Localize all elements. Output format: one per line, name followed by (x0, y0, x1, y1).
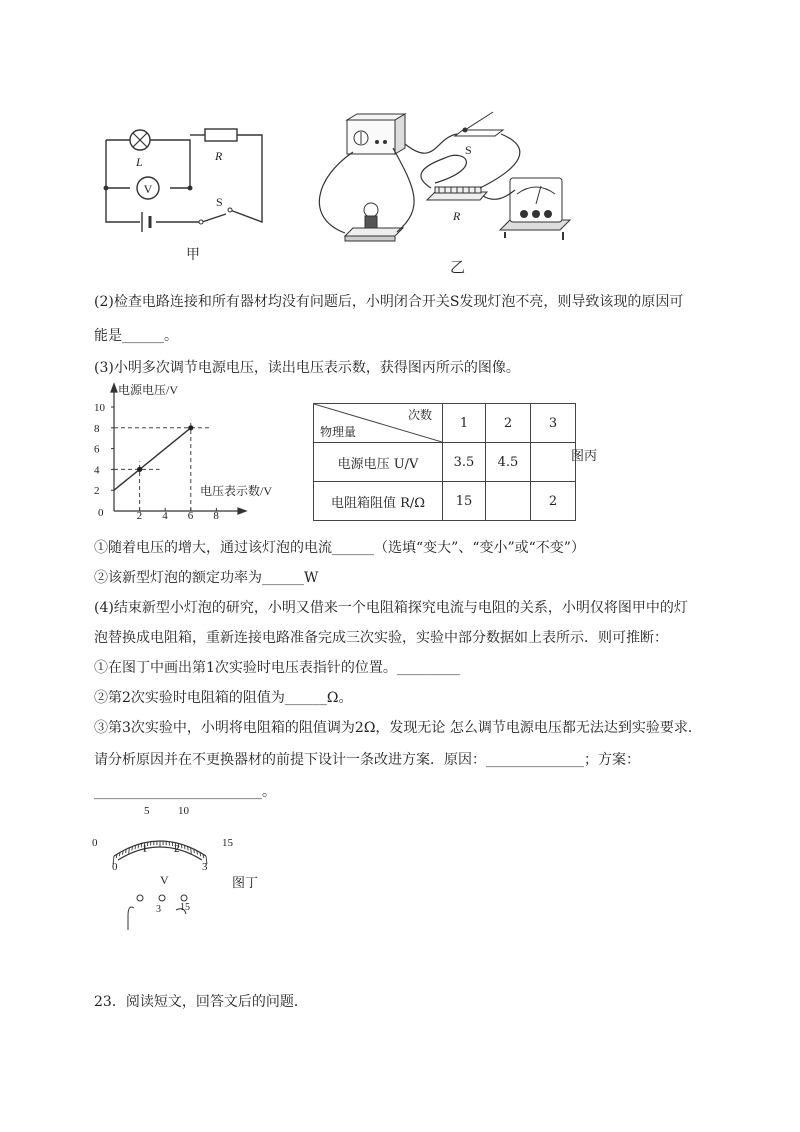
bottom-scale-2: 2 (174, 843, 180, 855)
bottom-scale-1: 1 (142, 843, 148, 855)
table-cell (486, 482, 531, 521)
question-4-2: ②第2次实验时电阻箱的阻值为______Ω。 (94, 690, 353, 706)
data-table (313, 403, 576, 521)
figure-yi-caption: 乙 (450, 260, 466, 276)
table-cell: 4.5 (486, 443, 531, 482)
lamp-icon (130, 130, 150, 150)
scale-tick (188, 846, 189, 850)
voltmeter-label: V (143, 182, 153, 196)
row-label: 电阻箱阻值 R/Ω (314, 482, 443, 521)
question-4-line2: 泡替换成电阻箱，重新连接电路准备完成三次实验，实验中部分数据如上表所示．则可推断： (94, 630, 668, 646)
graph-ylabel: 电源电压/V (118, 383, 179, 397)
meter-v-label: V (160, 873, 169, 887)
question-2-line1: (2)检查电路连接和所有器材均没有问题后，小明闭合开关S发现灯泡不亮，则导致该现的原因可 (94, 294, 684, 310)
figure-yi-apparatus (305, 108, 585, 258)
meter-scale-arc (113, 841, 207, 864)
bottom-scale-0: 0 (112, 861, 118, 873)
y-tick-label: 6 (94, 443, 100, 456)
switch-label: S (216, 195, 223, 209)
question-2-line2: 能是______。 (94, 328, 178, 344)
scale-tick (132, 846, 133, 850)
table-row (314, 443, 576, 482)
question-4-3-line3: ________________________。 (94, 784, 276, 800)
graph-xlabel: 电压表示数/V (200, 484, 273, 498)
figure-bing-caption: 图丙 (571, 449, 598, 464)
top-scale-15: 15 (222, 837, 233, 849)
y-tick-label: 4 (94, 464, 100, 477)
yi-switch-label: S (465, 143, 472, 157)
figure-jia-caption: 甲 (186, 248, 200, 263)
data-point (188, 425, 193, 430)
question-4-line1: (4)结束新型小灯泡的研究，小明又借来一个电阻箱探究电流与电阻的关系，小明仅将图甲中的灯 (94, 600, 688, 616)
rheostat-icon (427, 187, 487, 200)
question-23: 23．阅读短文，回答文后的问题． (94, 994, 308, 1010)
battery-icon (142, 212, 150, 232)
scale-tick (129, 848, 130, 854)
bulb-icon (345, 203, 403, 241)
col-header-3: 3 (531, 404, 576, 443)
resistor-label: R (215, 149, 223, 163)
data-table-wrap (313, 403, 576, 521)
top-scale-10: 10 (178, 805, 189, 817)
graph-bing (88, 380, 298, 520)
y-tick-label: 10 (94, 402, 105, 414)
terminal-15: 15 (180, 902, 190, 913)
x-tick-label: 4 (162, 510, 168, 520)
data-point (137, 467, 142, 472)
col-header-2: 2 (486, 404, 531, 443)
terminal-3: 3 (156, 904, 161, 915)
question-3-1: ①随着电压的增大，通过该灯泡的电流______（选填“变大”、“变小”或“不变”） (94, 540, 585, 556)
series-line (114, 428, 191, 490)
x-tick-label: 8 (213, 510, 219, 520)
table-row (314, 482, 576, 521)
resistor-icon (205, 129, 237, 141)
question-4-3-line2: 请分析原因并在不更换器材的前提下设计一条改进方案．原因：______________；方案： (94, 752, 640, 768)
power-supply-icon (347, 114, 405, 154)
table-cell: 15 (443, 482, 486, 521)
meter-icon (500, 178, 570, 240)
table-cell: 2 (531, 482, 576, 521)
y-axis-arrow (111, 384, 117, 392)
x-tick-label: 6 (187, 510, 194, 520)
graph-origin: 0 (98, 507, 104, 519)
table-cell: 3.5 (443, 443, 486, 482)
x-axis-arrow (238, 508, 246, 514)
table-cell (531, 443, 576, 482)
question-3-2: ②该新型灯泡的额定功率为______W (94, 570, 319, 586)
bottom-scale-3: 3 (202, 861, 208, 873)
figure-ding-meter (88, 798, 248, 943)
scale-tick (191, 848, 192, 854)
question-3: (3)小明多次调节电源电压，读出电压表示数，获得图丙所示的图像。 (94, 360, 520, 376)
figure-jia-circuit (90, 110, 280, 270)
col-header-1: 1 (443, 404, 486, 443)
x-tick-label: 2 (136, 510, 143, 520)
y-tick-label: 8 (94, 422, 100, 435)
voltmeter-icon (137, 177, 159, 199)
question-4-3-line1: ③第3次实验中，小明将电阻箱的阻值调为2Ω，发现无论 怎么调节电源电压都无法达到实验要求． (94, 720, 702, 736)
lamp-label: L (136, 155, 143, 169)
top-scale-5: 5 (144, 805, 150, 817)
row-label: 电源电压 U/V (314, 443, 443, 482)
switch-icon (455, 112, 503, 136)
figure-ding-caption: 图丁 (232, 875, 259, 890)
top-scale-0: 0 (92, 837, 98, 849)
table-diag-header: 次数 物理量 (314, 404, 443, 443)
y-tick-label: 2 (94, 485, 100, 498)
yi-rheostat-label: R (453, 209, 461, 223)
question-4-1: ①在图丁中画出第1次实验时电压表指针的位置。_________ (94, 660, 460, 676)
